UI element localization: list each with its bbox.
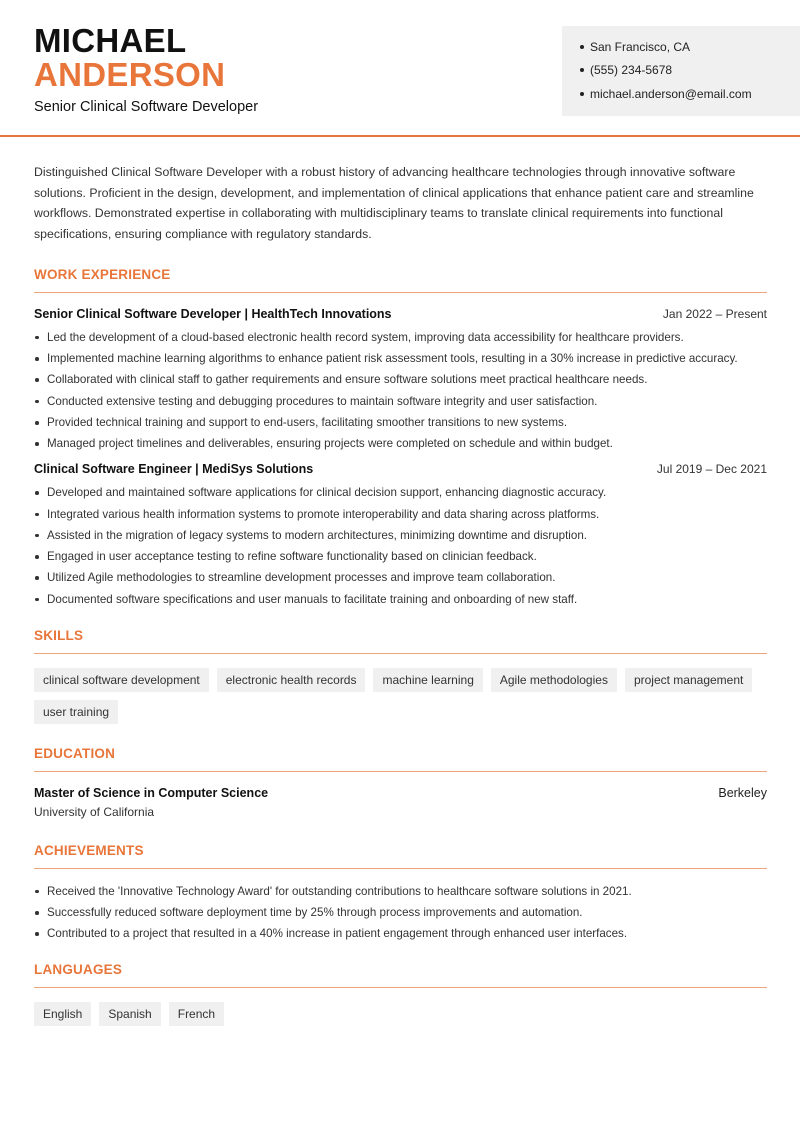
school: University of California: [34, 804, 155, 819]
section-title-education: EDUCATION: [34, 746, 767, 772]
section-title-skills: SKILLS: [34, 628, 767, 654]
list-item: Received the 'Innovative Technology Award' for outstanding contributions to healthcare software solutions in 2021.: [34, 883, 767, 900]
work-experience-section: [34, 267, 767, 608]
education-location: Berkeley: [718, 785, 767, 800]
list-item: Assisted in the migration of legacy systems to modern architectures, minimizing downtime and disruption.: [34, 527, 767, 544]
last-name: ANDERSON: [34, 56, 226, 93]
skill-tag: user training: [34, 700, 118, 724]
list-item: Developed and maintained software applications for clinical decision support, enhancing diagnostic accuracy.: [34, 484, 767, 501]
section-title-languages: LANGUAGES: [34, 962, 767, 988]
contact-phone: [580, 63, 672, 77]
language-tag: French: [169, 1002, 224, 1026]
job-header: [34, 462, 767, 476]
language-tags: [34, 1002, 767, 1026]
list-item: Engaged in user acceptance testing to refine software functionality based on clinician feedback.: [34, 548, 767, 565]
job-entry: [34, 462, 767, 607]
contact-box: [562, 26, 800, 116]
language-tag: English: [34, 1002, 91, 1026]
contact-location-text: San Francisco, CA: [590, 40, 691, 54]
summary: Distinguished Clinical Software Developer with a robust history of advancing healthcare technologies through innovative software solutions. Proficient in the design, development, and implementation of clinical applications that enhance patient care and streamline workflows. Demonstrated expertise in collaborating with multidisciplinary teams to translate clinical requirements into functional specifications, ensuring compliance with regulatory standards.: [34, 165, 754, 242]
section-title-work: WORK EXPERIENCE: [34, 267, 767, 293]
resume-body: [34, 162, 767, 1026]
list-item: Documented software specifications and user manuals to facilitate training and onboarding of new staff.: [34, 591, 767, 608]
degree: Master of Science in Computer Science: [34, 785, 269, 800]
contact-email-text[interactable]: michael.anderson@email.com: [590, 87, 752, 101]
list-item: Utilized Agile methodologies to streamline development processes and improve team collaboration.: [34, 569, 767, 586]
list-item: Integrated various health information systems to promote interoperability and data sharing across platforms.: [34, 506, 767, 523]
skill-tag: Agile methodologies: [491, 668, 617, 692]
list-item: Managed project timelines and deliverables, ensuring projects were completed on schedule and within budget.: [34, 435, 767, 452]
job-header: [34, 307, 767, 321]
skill-tag: project management: [625, 668, 752, 692]
first-name: MICHAEL: [34, 22, 187, 59]
job-role: Clinical Software Engineer | MediSys Solutions: [34, 462, 314, 477]
list-item: Conducted extensive testing and debugging procedures to maintain software integrity and user satisfaction.: [34, 393, 767, 410]
section-title-achievements: ACHIEVEMENTS: [34, 843, 767, 869]
list-item: Successfully reduced software deployment time by 25% through process improvements and automation.: [34, 904, 767, 921]
skill-tag: electronic health records: [217, 668, 366, 692]
list-item: Led the development of a cloud-based electronic health record system, improving data accessibility for healthcare providers.: [34, 329, 767, 346]
job-dates: Jul 2019 – Dec 2021: [656, 462, 767, 477]
contact-phone-text: (555) 234-5678: [590, 63, 673, 77]
skill-tag: clinical software development: [34, 668, 209, 692]
languages-section: [34, 962, 767, 1026]
job-title: Senior Clinical Software Developer: [34, 99, 259, 115]
bullet-icon: [580, 68, 584, 72]
list-item: Implemented machine learning algorithms to enhance patient risk assessment tools, resulting in a 30% increase in predictive accuracy.: [34, 350, 767, 367]
bullet-icon: [580, 92, 584, 96]
bullet-icon: [580, 45, 584, 49]
language-tag: Spanish: [99, 1002, 160, 1026]
job-bullets: [34, 329, 767, 452]
resume-header: [0, 0, 800, 137]
education-header: [34, 786, 767, 800]
list-item: Collaborated with clinical staff to gather requirements and ensure software solutions meet practical healthcare needs.: [34, 371, 767, 388]
skills-tags: [34, 668, 767, 724]
education-section: [34, 746, 767, 819]
skills-section: [34, 628, 767, 724]
list-item: Provided technical training and support to end-users, facilitating smoother transitions to new systems.: [34, 414, 767, 431]
achievements-section: [34, 843, 767, 943]
skill-tag: machine learning: [373, 668, 482, 692]
job-dates: Jan 2022 – Present: [662, 306, 767, 321]
contact-location: [580, 40, 690, 54]
job-entry: [34, 307, 767, 452]
contact-email[interactable]: [580, 87, 752, 101]
list-item: Contributed to a project that resulted in a 40% increase in patient engagement through enhanced user interfaces.: [34, 925, 767, 942]
job-role: Senior Clinical Software Developer | HealthTech Innovations: [34, 306, 392, 321]
achievements-list: [34, 883, 767, 943]
job-bullets: [34, 484, 767, 607]
